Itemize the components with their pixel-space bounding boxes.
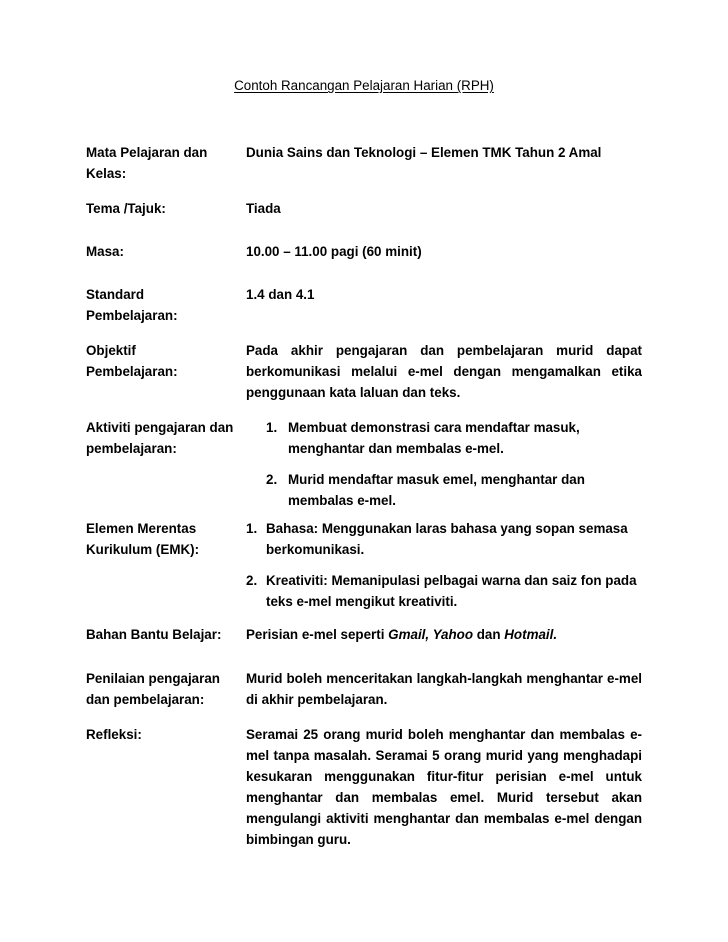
bahan-software-hotmail: Hotmail. — [504, 627, 558, 642]
value-masa: 10.00 – 11.00 pagi (60 minit) — [246, 244, 422, 259]
bahan-prefix: Perisian e-mel seperti — [246, 627, 389, 642]
list-item-text: Bahasa: Menggunakan laras bahasa yang sopan semasa berkomunikasi. — [266, 521, 628, 557]
label-standard: Standard Pembelajaran: — [86, 287, 178, 323]
value-standard: 1.4 dan 4.1 — [246, 287, 315, 302]
value-tema: Tiada — [246, 201, 281, 216]
value-bahan — [246, 624, 642, 645]
list-item-number: 2. — [246, 573, 258, 588]
list-item-number: 2. — [266, 472, 278, 487]
label-aktiviti: Aktiviti pengajaran dan pembelajaran: — [86, 420, 234, 456]
list-item-number: 1. — [266, 420, 278, 435]
bahan-software-names: Gmail, Yahoo — [388, 627, 474, 642]
value-mata-pelajaran: Dunia Sains dan Teknologi – Elemen TMK Tahun 2 Amal — [246, 145, 602, 160]
value-objektif: Pada akhir pengajaran dan pembelajaran murid dapat berkomunikasi melalui e-mel dengan mengamalkan etika penggunaan kata laluan dan teks. — [246, 343, 642, 400]
list-item — [246, 570, 642, 612]
list-item-text: Membuat demonstrasi cara mendaftar masuk, menghantar dan membalas e-mel. — [288, 420, 580, 456]
label-emk: Elemen Merentas Kurikulum (EMK): — [86, 521, 200, 557]
label-penilaian: Penilaian pengajaran dan pembelajaran: — [86, 671, 220, 707]
label-tema: Tema /Tajuk: — [86, 201, 166, 216]
label-mata-pelajaran: Mata Pelajaran dan Kelas: — [86, 145, 208, 181]
page-title — [0, 78, 728, 93]
list-item-text: Murid mendaftar masuk emel, menghantar dan membalas e-mel. — [288, 472, 585, 508]
value-penilaian: Murid boleh menceritakan langkah-langkah menghantar e-mel di akhir pembelajaran. — [246, 671, 642, 707]
label-refleksi: Refleksi: — [86, 727, 142, 742]
list-emk — [246, 518, 642, 612]
list-aktiviti — [246, 417, 642, 511]
list-item-text: Kreativiti: Memanipulasi pelbagai warna dan saiz fon pada teks e-mel mengikut kreativiti. — [266, 573, 637, 609]
page-title-text: Contoh Rancangan Pelajaran Harian (RPH) — [234, 78, 494, 93]
list-item — [246, 417, 642, 459]
list-item-number: 1. — [246, 521, 258, 536]
label-bahan: Bahan Bantu Belajar: — [86, 627, 222, 642]
label-objektif: Objektif Pembelajaran: — [86, 343, 178, 379]
label-masa: Masa: — [86, 244, 124, 259]
value-refleksi: Seramai 25 orang murid boleh menghantar dan membalas e-mel tanpa masalah. Seramai 5 orang murid yang menghadapi kesukaran menggunakan fitur-fitur perisian e-mel untuk menghantar dan membalas emel. Murid tersebut akan mengulangi aktiviti menghantar dan membalas e-mel dengan bimbingan guru. — [246, 727, 642, 847]
list-item — [246, 469, 642, 511]
bahan-middle: dan — [473, 627, 505, 642]
list-item — [246, 518, 642, 560]
